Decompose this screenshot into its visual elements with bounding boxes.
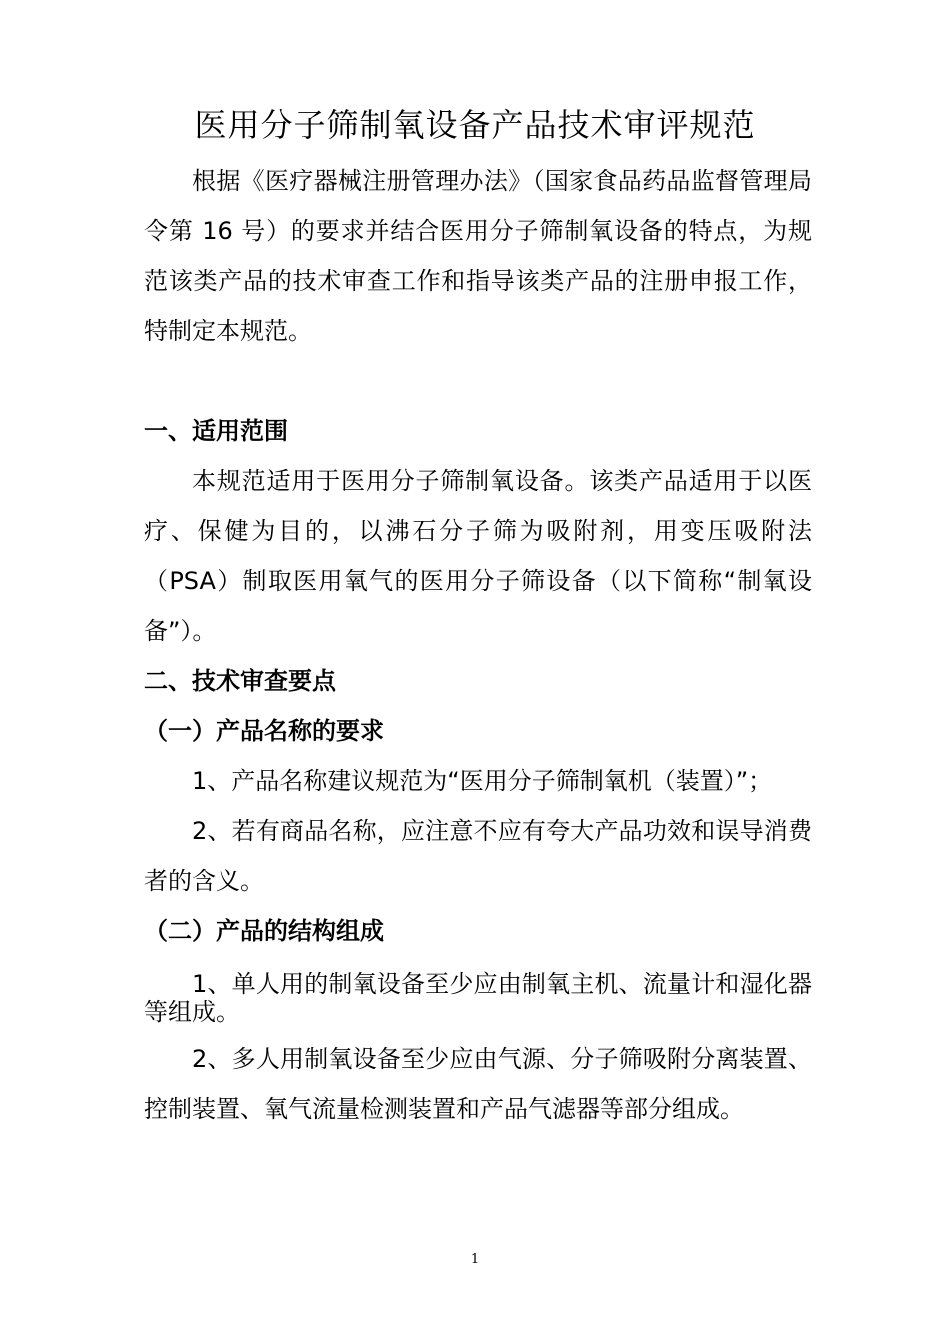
document-title: 医用分子筛制氧设备产品技术审评规范 (194, 106, 756, 144)
structure-item-2: 2、多人用制氧设备至少应由气源、分子筛吸附分离装置、控制装置、氧气流量检测装置和产品气滤器等部分组成。 (144, 1045, 812, 1123)
structure-item-1: 1、单人用的制氧设备至少应由制氧主机、流量计和湿化器等组成。 (144, 970, 812, 1026)
subsection-heading-product-name: （一）产品名称的要求 (144, 717, 384, 745)
scope-paragraph: 本规范适用于医用分子筛制氧设备。该类产品适用于以医疗、保健为目的，以沸石分子筛为吸附剂，用变压吸附法（PSA）制取医用氧气的医用分子筛设备（以下简称“制氧设备”）。 (144, 467, 812, 645)
subsection-heading-structure: （二）产品的结构组成 (144, 917, 384, 945)
page-number: 1 (470, 1252, 480, 1267)
product-name-item-2: 2、若有商品名称，应注意不应有夸大产品功效和误导消费者的含义。 (144, 817, 812, 895)
document-body (144, 156, 812, 1134)
product-name-item-1: 1、产品名称建议规范为“医用分子筛制氧机（装置）”； (192, 767, 773, 795)
intro-paragraph: 根据《医疗器械注册管理办法》（国家食品药品监督管理局令第 16 号）的要求并结合医用分子筛制氧设备的特点，为规范该类产品的技术审查工作和指导该类产品的注册申报工作，特制定本规范。 (144, 167, 812, 345)
section-heading-technical-review: 二、技术审查要点 (144, 667, 336, 695)
section-heading-scope: 一、适用范围 (144, 417, 288, 445)
